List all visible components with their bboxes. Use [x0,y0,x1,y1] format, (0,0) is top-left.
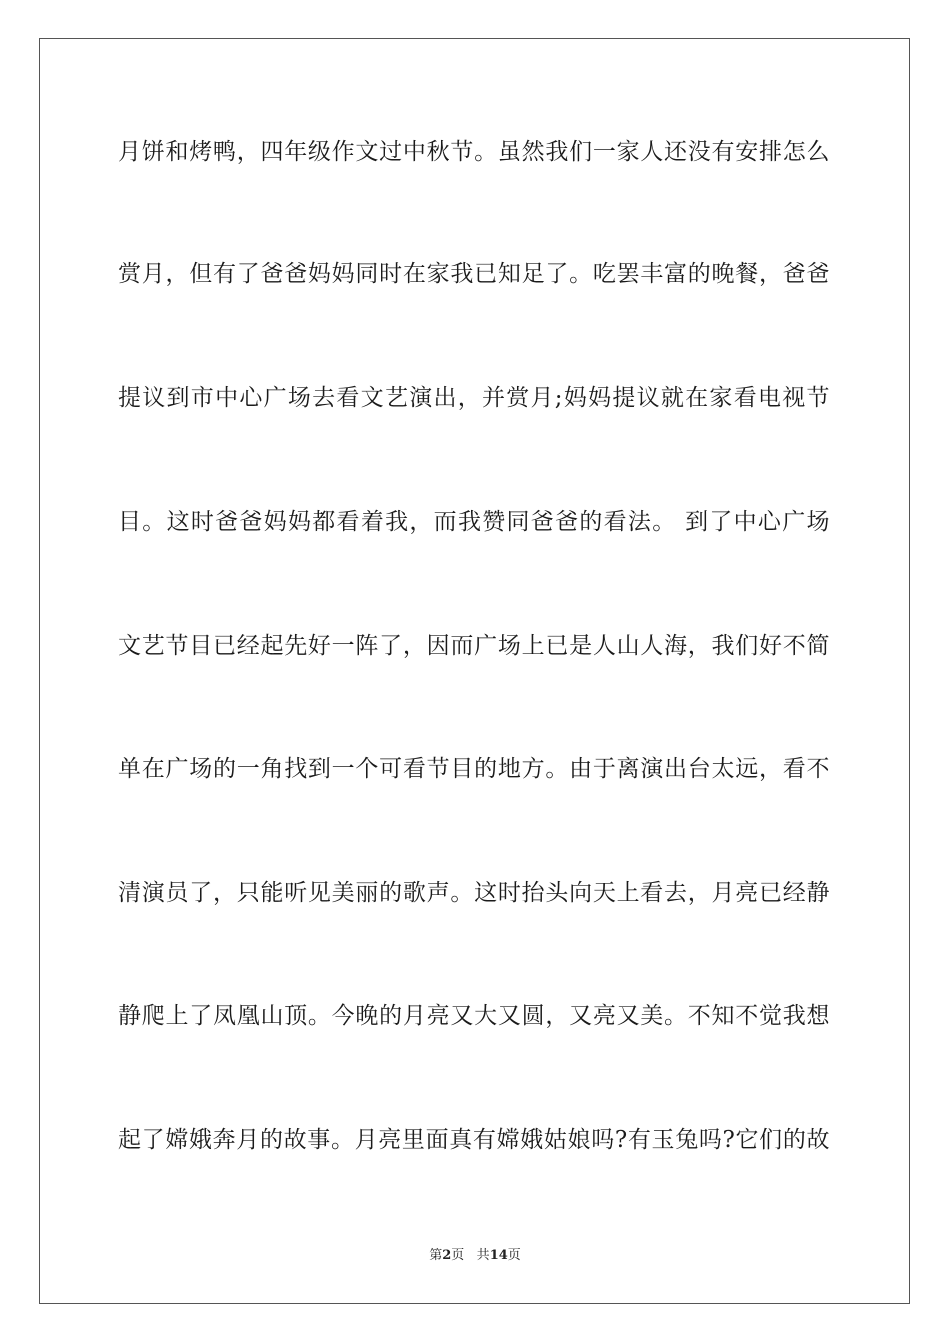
text-line-6: 单在广场的一角找到一个可看节目的地方。由于离演出台太远，看不 [118,756,830,782]
page-prefix: 第 [429,1248,443,1263]
text-line-8: 静爬上了凤凰山顶。今晚的月亮又大又圆，又亮又美。不知不觉我想 [118,1003,830,1029]
text-line-4: 目。这时爸爸妈妈都看着我，而我赞同爸爸的看法。 到了中心广场 [118,509,830,535]
text-line-1: 月饼和烤鸭，四年级作文过中秋节。虽然我们一家人还没有安排怎么 [118,139,830,165]
page-footer [0,1246,950,1266]
text-line-3: 提议到市中心广场去看文艺演出，并赏月;妈妈提议就在家看电视节 [118,385,830,411]
page-border [39,38,910,1304]
text-line-7: 清演员了，只能听见美丽的歌声。这时抬头向天上看去，月亮已经静 [118,880,830,906]
total-pages: 14 [489,1248,508,1263]
page-number: 2 [442,1248,452,1263]
text-line-2: 赏月，但有了爸爸妈妈同时在家我已知足了。吃罢丰富的晚餐，爸爸 [118,261,830,287]
total-prefix: 共 [476,1248,490,1263]
text-line-9: 起了嫦娥奔月的故事。月亮里面真有嫦娥姑娘吗?有玉兔吗?它们的故 [118,1127,830,1153]
total-suffix: 页 [507,1248,521,1263]
text-line-5: 文艺节目已经起先好一阵了，因而广场上已是人山人海，我们好不简 [118,633,830,659]
page-suffix: 页 [451,1248,465,1263]
